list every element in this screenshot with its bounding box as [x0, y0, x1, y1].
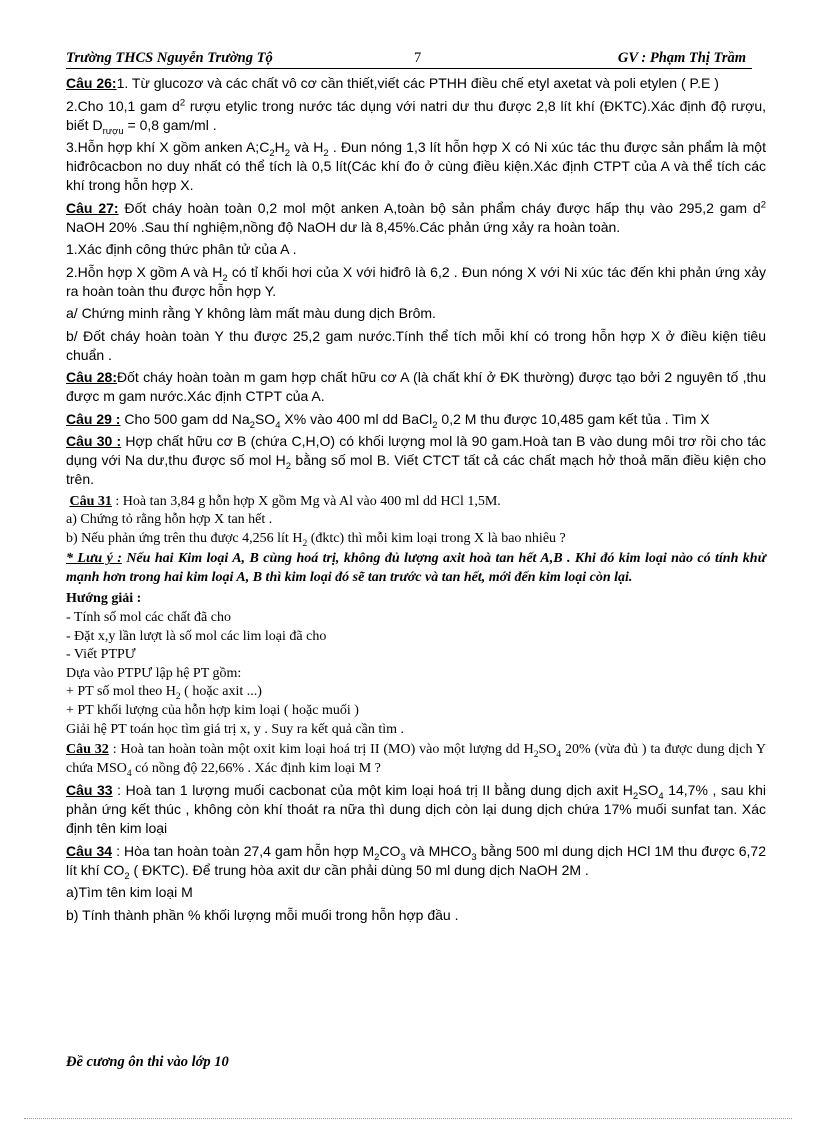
question-34-label: Câu 34: [66, 842, 113, 859]
page-header: [66, 48, 752, 69]
question-33-label: Câu 33: [66, 782, 113, 799]
question-26-label: Câu 26:: [66, 75, 117, 91]
question-28-label: Câu 28:: [66, 369, 117, 385]
question-27-label: Câu 27:: [66, 199, 119, 216]
document-body: [66, 74, 766, 928]
question-29-label: Câu 29 :: [66, 410, 121, 427]
page-bottom-divider: [24, 1118, 792, 1119]
guide-step: Dựa vào PTPƯ lập hệ PT gồm:: [66, 665, 242, 681]
question-29: Câu 29 : Cho 500 gam dd $Na_2SO_4$ X% vào 400 ml dd BaCl$_2$ 0,2 M thu được 10,485 gam kết tủa . Tìm X: [66, 410, 710, 431]
question-28-text: Đốt cháy hoàn toàn m gam hợp chất hữu cơ A (là chất khí ở ĐK thường) được tạo bởi 2 nguyên tố ,thu được m gam nước.Xác định CTPT của A.: [66, 369, 766, 404]
question-34: Câu 34 : Hòa tan hoàn toàn 27,4 gam hỗn hợp $M_2CO_3$ và $MHCO_3$ bằng 500 ml dung dịch HCl 1M thu được 6,72 lít khí $CO_2$ ( ĐKTC). Để trung hòa axit dư cần phải dùng 50 ml dung dịch NaOH 2M . a)Tìm tên kim loại M b) Tính thành phần % khối lượng mỗi muối trong hỗn hợp đầu .: [66, 842, 766, 923]
question-31-label: Câu 31: [69, 493, 112, 509]
guide-step: - Viết PTPƯ: [66, 647, 136, 663]
guide-step: Giải hệ PT toán học tìm giá trị x, y . Suy ra kết quả cần tìm .: [66, 721, 405, 737]
question-27-part-b: b/ Đốt cháy hoàn toàn Y thu được 25,2 gam nước.Tính thể tích mỗi khí có trong hỗn hợp X ở điều kiện tiêu chuẩn .: [66, 327, 766, 363]
guide-step: + PT khối lượng của hỗn hợp kim loại ( hoặc muối ): [66, 703, 359, 719]
question-34-part-b: b) Tính thành phần % khối lượng mỗi muối trong hỗn hợp đầu .: [66, 906, 459, 923]
page-number: 7: [414, 50, 422, 66]
question-30-label: Câu 30 :: [66, 433, 122, 449]
question-32: Câu 32 : Hoà tan hoàn toàn một oxit kim loại hoá trị II (MO) vào một lượng dd $H_2SO_4$ 20% (vừa đủ ) ta được dung dịch Y chứa $MSO_4$ có nồng độ 22,66% . Xác định kim loại M ?: [66, 742, 766, 779]
question-27-part-2: 2.Hỗn hợp X gồm A và $H_2$ có tỉ khối hơi của X với hiđrô là 6,2 . Đun nóng X với Ni xúc tác đến khi phản ứng xảy ra hoàn toàn thu được hỗn hợp Y.: [66, 263, 767, 299]
question-26-part-1: Câu 26:1. Từ glucozơ và các chất vô cơ cần thiết,viết các PTHH điều chế etyl axetat và poli etylen ( P.E ): [66, 75, 719, 91]
question-27: [66, 199, 766, 365]
question-33: Câu 33 : Hoà tan 1 lượng muối cacbonat của một kim loại hoá trị II bằng dung dịch axit $H_2SO_4$ 14,7% , sau khi phản ứng kết thúc , không còn khí thoát ra nữa thì dung dịch còn lại dung dịch chứa 17% muối sunfat tan. Xác định tên kim loại: [66, 782, 766, 837]
question-31: [66, 493, 766, 740]
question-26-part-3: 3.Hỗn hợp khí X gồm anken $A;C_2H_2$ và $H_2$ . Đun nóng 1,3 lít hỗn hợp X có Ni xúc tác thu được sản phẩm là một hiđrôcacbon no duy nhất có thể tích là 0,5 lít(Các khí đo ở cùng điều kiện.Xác định CTPT của A và thể tích các khí trong hỗn hợp X.: [66, 139, 766, 193]
question-27-part-a: a/ Chứng minh rằng Y không làm mất màu dung dịch Brôm.: [66, 305, 436, 321]
guide-step: - Đặt x,y lần lượt là số mol các lim loại đã cho: [66, 628, 327, 644]
solution-guide-title: Hướng giải :: [66, 591, 142, 607]
guide-step: - Tính số mol các chất đã cho: [66, 610, 231, 626]
question-34-part-a: a)Tìm tên kim loại M: [66, 884, 193, 901]
guide-step: + PT số mol theo $H_2$ ( hoặc axit ...): [66, 684, 262, 703]
question-28: [66, 368, 766, 406]
question-26: [66, 74, 766, 195]
question-26-part-2: 2.Cho 10,1 gam $d^2$ rượu etylic trong nước tác dụng với natri dư thu được 2,8 lít khí (ĐKTC).Xác định độ rượu, biết $D_{rượu} = 0,8$ gam/ml .: [66, 96, 767, 137]
question-27-part-1: 1.Xác định công thức phân tử của A .: [66, 241, 297, 257]
question-30: Câu 30 : Hợp chất hữu cơ B (chứa C,H,O) có khối lượng mol là 90 gam.Hoà tan B vào dung môi trơ rồi cho tác dụng với Na dư,thu được số mol $H_2$ bằng số mol B. Viết CTCT tất cả các chất mạch hở thoả mãn điều kiện cho trên.: [66, 433, 766, 487]
teacher-name: GV : Phạm Thị Trầm: [617, 50, 746, 66]
question-31-part-b: b) Nếu phản ứng trên thu được 4,256 lít $H_2$ (đktc) thì mỗi kim loại trong X là bao nhiêu ?: [66, 530, 566, 549]
school-name: Trường THCS Nguyễn Trường Tộ: [66, 50, 273, 66]
note-label: * Lưu ý :: [66, 551, 122, 567]
question-27-intro: Câu 27: Đốt cháy hoàn toàn 0,2 mol một anken A,toàn bộ sản phẩm cháy được hấp thụ vào 295,2 gam $d^2$ NaOH 20% .Sau thí nghiệm,nồng độ NaOH dư là 8,45%.Các phản ứng xảy ra hoàn toàn.: [66, 198, 766, 235]
page-footer: Đề cương ôn thi vào lớp 10: [66, 1054, 229, 1070]
question-32-label: Câu 32: [66, 742, 109, 758]
question-31-note: * Lưu ý : Nếu hai Kim loại A, B cùng hoá trị, không đủ lượng axit hoà tan hết A,B . Khi đó kim loại nào có tính khử mạnh hơn trong hai kim loại A, B thì kim loại đó sẽ tan trước và tan hết, mới đến kim loại còn lại.: [66, 551, 766, 585]
question-31-part-a: a) Chứng tỏ rằng hỗn hợp X tan hết .: [66, 512, 273, 528]
question-31-intro: Câu 31 : Hoà tan 3,84 g hỗn hợp X gồm Mg và Al vào 400 ml dd HCl 1,5M.: [69, 493, 501, 509]
